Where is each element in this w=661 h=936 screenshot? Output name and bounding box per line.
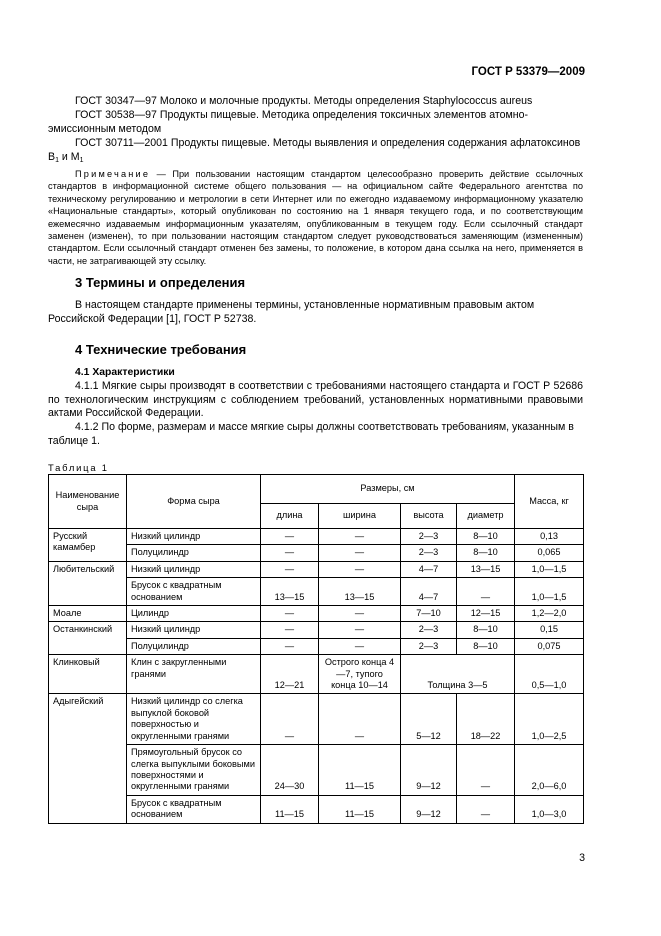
cell-cheese-name: Клинковый [49, 655, 127, 694]
cell-height: 2—3 [401, 545, 457, 561]
cell-width: — [319, 561, 401, 577]
section-4-1-1-text: 4.1.1 Мягкие сыры производят в соответствии с требованиями настоящего стандарта и ГОСТ Р 52686 по технологическим инструкциям с соблюдением требований, установленных нормативными правовыми актами Российской Федерации. [48, 380, 583, 420]
cell-mass: 0,075 [515, 638, 584, 654]
cell-mass: 1,0—2,5 [515, 694, 584, 745]
ref-gost-30711: ГОСТ 30711—2001 Продукты пищевые. Методы выявления и определения содержания афлатоксинов $B_1$ и $M_1$ [48, 137, 581, 164]
cell-width: — [319, 622, 401, 638]
cell-height: 2—3 [401, 638, 457, 654]
cell-shape: Низкий цилиндр [127, 529, 261, 545]
header-width: ширина [319, 504, 401, 529]
cell-length: — [261, 561, 319, 577]
cell-width: — [319, 529, 401, 545]
cell-height: 7—10 [401, 606, 457, 622]
cell-diameter: 13—15 [457, 561, 515, 577]
page-number: 3 [579, 852, 585, 864]
note-text: — При пользовании настоящим стандартом целесообразно проверить действие ссылочных стандартов в информационной системе общего пользования — на официальном сайте Федерального агентства по техническому регулированию и метрологии в сети Интернет или по ежегодно издаваемому информационному указателю «Национальные стандарты», который опубликован по состоянию на 1 января текущего года, и по соответствующим ежемесячно издаваемым информационным указателям, опубликованным в текущем году. Если ссылочный стандарт заменен (изменен), то при пользовании настоящим стандартом следует руководствоваться заменяющим (измененным) стандартом. Если ссылочный стандарт отменен без замены, то положение, в котором дана ссылка на него, применяется в части, не затрагивающей эту ссылку. [48, 169, 583, 266]
cell-shape: Брусок с квадратным основанием [127, 795, 261, 823]
cell-height: 2—3 [401, 622, 457, 638]
table-row [49, 529, 584, 545]
note-label: Примечание [75, 169, 151, 179]
cell-thickness: Толщина 3—5 [401, 655, 515, 694]
cell-height: 4—7 [401, 578, 457, 606]
cell-length: — [261, 529, 319, 545]
cell-height: 9—12 [401, 795, 457, 823]
cell-height: 4—7 [401, 561, 457, 577]
cell-diameter: — [457, 578, 515, 606]
table-row [49, 545, 584, 561]
table-row [49, 622, 584, 638]
cell-cheese-name: Любительский [49, 561, 127, 605]
cell-cheese-name: Адыгейский [49, 694, 127, 823]
cell-cheese-name: Останкинский [49, 622, 127, 655]
cell-diameter: 8—10 [457, 529, 515, 545]
cell-width: — [319, 606, 401, 622]
table-row [49, 638, 584, 654]
header-sizes: Размеры, см [261, 475, 515, 504]
cell-shape: Низкий цилиндр со слегка выпуклой боковой поверхностью и округленными гранями [127, 694, 261, 745]
header-diameter: диаметр [457, 504, 515, 529]
cell-mass: 0,065 [515, 545, 584, 561]
table-caption: Таблица 1 [48, 462, 109, 473]
document-header: ГОСТ Р 53379—2009 [471, 66, 585, 78]
cell-length: — [261, 606, 319, 622]
cell-shape: Низкий цилиндр [127, 622, 261, 638]
header-length: длина [261, 504, 319, 529]
cell-mass: 0,15 [515, 622, 584, 638]
cell-diameter: — [457, 745, 515, 796]
cell-shape: Брусок с квадратным основанием [127, 578, 261, 606]
cell-length: — [261, 622, 319, 638]
cell-diameter: 12—15 [457, 606, 515, 622]
cell-mass: 0,13 [515, 529, 584, 545]
header-name: Наименование сыра [49, 475, 127, 529]
table-row [49, 578, 584, 606]
ref-gost-30538: ГОСТ 30538—97 Продукты пищевые. Методика определения токсичных элементов атомно-эмиссионным методом [48, 109, 529, 135]
cell-length: 12—21 [261, 655, 319, 694]
cell-length: — [261, 545, 319, 561]
cell-shape: Полуцилиндр [127, 545, 261, 561]
cell-width: 11—15 [319, 745, 401, 796]
cell-diameter: 8—10 [457, 638, 515, 654]
cell-height: 5—12 [401, 694, 457, 745]
cell-shape: Прямоугольный брусок со слегка выпуклыми боковыми поверхностями и округленными гранями [127, 745, 261, 796]
cell-width: 13—15 [319, 578, 401, 606]
note-paragraph [48, 168, 583, 267]
table-row [49, 561, 584, 577]
cell-length: — [261, 694, 319, 745]
header-shape: Форма сыра [127, 475, 261, 529]
cell-width: — [319, 638, 401, 654]
section-4-title: 4 Технические требования [75, 342, 247, 357]
cell-diameter: 8—10 [457, 622, 515, 638]
section-4-1-2-text: 4.1.2 По форме, размерам и массе мягкие сыры должны соответствовать требованиям, указанным в таблице 1. [48, 421, 574, 447]
cell-width: Острого конца 4—7, тупого конца 10—14 [319, 655, 401, 694]
section-3-text: В настоящем стандарте применены термины, установленные нормативным правовым актом Российской Федерации [1], ГОСТ Р 52738. [48, 299, 535, 325]
cell-length: 11—15 [261, 795, 319, 823]
cell-shape: Клин с закругленными гранями [127, 655, 261, 694]
section-3-title: 3 Термины и определения [75, 275, 246, 290]
header-height: высота [401, 504, 457, 529]
cell-diameter: 18—22 [457, 694, 515, 745]
cell-length: — [261, 638, 319, 654]
table-row [49, 606, 584, 622]
cell-diameter: — [457, 795, 515, 823]
cell-cheese-name: Моале [49, 606, 127, 622]
cell-height: 9—12 [401, 745, 457, 796]
cell-mass: 1,2—2,0 [515, 606, 584, 622]
table-row [49, 655, 584, 694]
cell-width: 11—15 [319, 795, 401, 823]
cell-shape: Низкий цилиндр [127, 561, 261, 577]
cell-height: 2—3 [401, 529, 457, 545]
cell-diameter: 8—10 [457, 545, 515, 561]
cell-shape: Цилиндр [127, 606, 261, 622]
cell-shape: Полуцилиндр [127, 638, 261, 654]
cell-cheese-name: Русский камамбер [49, 529, 127, 562]
section-4-1-title: 4.1 Характеристики [75, 367, 175, 378]
table-row [49, 745, 584, 796]
cell-length: 13—15 [261, 578, 319, 606]
table-row [49, 694, 584, 745]
table-row [49, 795, 584, 823]
header-mass: Масса, кг [515, 475, 584, 529]
cell-length: 24—30 [261, 745, 319, 796]
cell-width: — [319, 694, 401, 745]
cheese-table [48, 474, 584, 824]
ref-gost-30347: ГОСТ 30347—97 Молоко и молочные продукты. Методы определения Staphylococcus aureus [75, 95, 533, 107]
cell-mass: 1,0—1,5 [515, 578, 584, 606]
cell-mass: 2,0—6,0 [515, 745, 584, 796]
cell-mass: 1,0—3,0 [515, 795, 584, 823]
cell-width: — [319, 545, 401, 561]
cell-mass: 0,5—1,0 [515, 655, 584, 694]
cell-mass: 1,0—1,5 [515, 561, 584, 577]
